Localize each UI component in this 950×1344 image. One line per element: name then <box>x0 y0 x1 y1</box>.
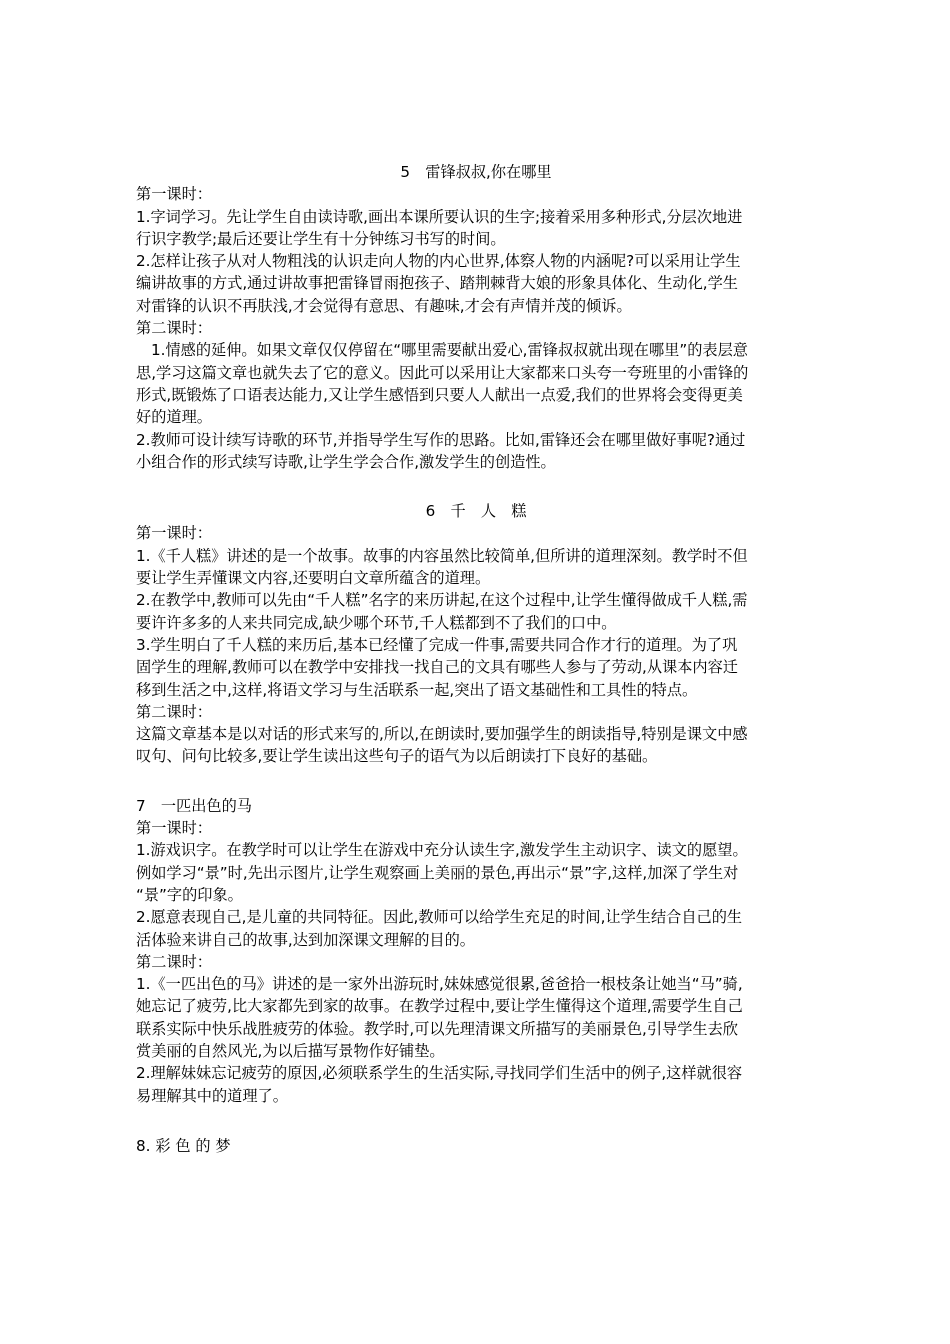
paragraph-line: 赏美丽的自然风光,为以后描写景物作好铺垫。 <box>136 1041 445 1060</box>
paragraph-line: 形式,既锻炼了口语表达能力,又让学生感悟到只要人人献出一点爱,我们的世界将会变得更美 <box>136 385 743 404</box>
paragraph-line: 1.《千人糕》讲述的是一个故事。故事的内容虽然比较简单,但所讲的道理深刻。教学时不但 <box>136 546 748 565</box>
paragraph-line: 1.情感的延伸。如果文章仅仅停留在“哪里需要献出爱心,雷锋叔叔就出现在哪里”的表层意 <box>151 341 748 360</box>
paragraph-line: 例如学习“景”时,先出示图片,让学生观察画上美丽的景色,再出示“景”字,这样,加深了学生对 <box>136 863 739 882</box>
paragraph-line: 易理解其中的道理了。 <box>136 1086 288 1105</box>
paragraph-line: 要许许多多的人来共同完成,缺少哪个环节,千人糕都到不了我们的口中。 <box>136 613 617 632</box>
paragraph-line: 这篇文章基本是以对话的形式来写的,所以,在朗读时,要加强学生的朗读指导,特别是课文中感 <box>136 725 748 744</box>
section-spacer <box>136 1107 816 1135</box>
paragraph-line: 对雷锋的认识不再肤浅,才会觉得有意思、有趣味,才会有声情并茂的倾诉。 <box>136 296 632 315</box>
section-8 <box>136 1135 816 1157</box>
paragraph-line: 编讲故事的方式,通过讲故事把雷锋冒雨抱孩子、踏荆棘背大娘的形象具体化、生动化,学生 <box>136 274 738 293</box>
section-6 <box>136 500 816 768</box>
section-title: 8. 彩 色 的 梦 <box>136 1136 231 1155</box>
paragraph-line: 固学生的理解,教师可以在教学中安排找一找自己的文具有哪些人参与了劳动,从课本内容迁 <box>136 658 738 677</box>
paragraph-line: 1.《一匹出色的马》讲述的是一家外出游玩时,妹妹感觉很累,爸爸拾一根枝条让她当“马”骑, <box>136 975 743 994</box>
paragraph-line: 行识字教学;最后还要让学生有十分钟练习书写的时间。 <box>136 229 506 248</box>
section-title: 5 雷锋叔叔,你在哪里 <box>400 163 552 181</box>
paragraph-line: “景”字的印象。 <box>136 885 243 904</box>
paragraph-line: 3.学生明白了千人糕的来历后,基本已经懂了完成一件事,需要共同合作才行的道理。为了巩 <box>136 635 738 654</box>
paragraph-line: 2.在教学中,教师可以先由“千人糕”名字的来历讲起,在这个过程中,让学生懂得做成千人糕,需 <box>136 591 748 610</box>
document-page <box>136 161 816 1157</box>
section-spacer <box>136 473 816 500</box>
paragraph-line: 好的道理。 <box>136 408 212 427</box>
section-spacer <box>136 768 816 795</box>
section-7 <box>136 795 816 1107</box>
paragraph-line: 2.理解妹妹忘记疲劳的原因,必须联系学生的生活实际,寻找同学们生活中的例子,这样就很容 <box>136 1064 743 1083</box>
section-title: 6 千 人 糕 <box>425 502 527 521</box>
paragraph-line: 移到生活之中,这样,将语文学习与生活联系一起,突出了语文基础性和工具性的特点。 <box>136 680 698 699</box>
lesson-heading: 第二课时： <box>136 702 212 721</box>
paragraph-line: 小组合作的形式续写诗歌,让学生学会合作,激发学生的创造性。 <box>136 452 556 471</box>
lesson-heading: 第一课时： <box>136 819 212 838</box>
lesson-heading: 第二课时： <box>136 952 212 971</box>
paragraph-line: 她忘记了疲劳,比大家都先到家的故事。在教学过程中,要让学生懂得这个道理,需要学生自己 <box>136 997 743 1016</box>
lesson-heading: 第一课时： <box>136 185 212 204</box>
lesson-heading: 第二课时： <box>136 319 212 338</box>
paragraph-line: 联系实际中快乐战胜疲劳的体验。教学时,可以先理清课文所描写的美丽景色,引导学生去欣 <box>136 1019 738 1038</box>
paragraph-line: 2.教师可设计续写诗歌的环节,并指导学生写作的思路。比如,雷锋还会在哪里做好事呢?通过 <box>136 430 746 449</box>
paragraph-line: 2.怎样让孩子从对人物粗浅的认识走向人物的内心世界,体察人物的内涵呢?可以采用让学生 <box>136 252 741 271</box>
paragraph-line: 1.字词学习。先让学生自由读诗歌,画出本课所要认识的生字;接着采用多种形式,分层次地进 <box>136 207 743 226</box>
paragraph-line: 1.游戏识字。在教学时可以让学生在游戏中充分认读生字,激发学生主动识字、读文的愿望。 <box>136 841 748 860</box>
paragraph-line: 2.愿意表现自己,是儿童的共同特征。因此,教师可以给学生充足的时间,让学生结合自己的生 <box>136 908 743 927</box>
paragraph-line: 思,学习这篇文章也就失去了它的意义。因此可以采用让大家都来口头夸一夸班里的小雷锋的 <box>136 363 749 382</box>
section-5 <box>136 161 816 473</box>
paragraph-line: 叹句、问句比较多,要让学生读出这些句子的语气为以后朗读打下良好的基础。 <box>136 747 658 766</box>
lesson-heading: 第一课时： <box>136 524 212 543</box>
section-title: 7 一匹出色的马 <box>136 796 252 815</box>
paragraph-line: 活体验来讲自己的故事,达到加深课文理解的目的。 <box>136 930 475 949</box>
paragraph-line: 要让学生弄懂课文内容,还要明白文章所蕴含的道理。 <box>136 569 491 588</box>
